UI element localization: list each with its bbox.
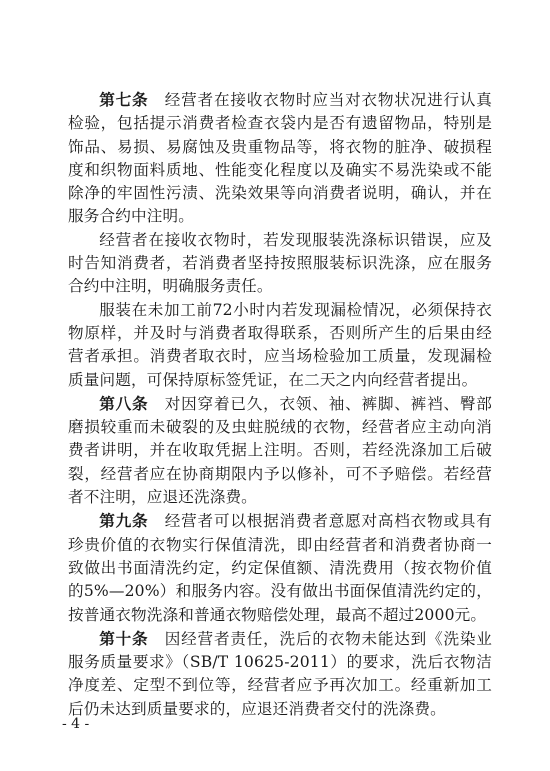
article-10-paragraph — [68, 627, 492, 721]
article-label: 第九条 — [99, 511, 149, 531]
article-text: 服装在未加工前72小时内若发现漏检情况，必须保持衣物原样，并及时与消费者取得联系，否则所产生的后果由经营者承担。消费者取衣时，应当场检验加工质量，发现漏检质量问题，可保持原标签凭证，在二天之内向经营者提出。 — [68, 300, 492, 389]
article-text: 经营者在接收衣物时应当对衣物状况进行认真检验，包括提示消费者检查衣袋内是否有遗留物品，特别是饰品、易损、易腐蚀及贵重物品等，将衣物的脏净、破损程度和织物面料质地、性能变化程度以及确实不易洗染或不能除净的牢固性污渍、洗染效果等向消费者说明，确认，并在服务合约中注明。 — [68, 91, 492, 226]
article-9-paragraph — [68, 509, 492, 626]
article-text: 因经营者责任，洗后的衣物未能达到《洗染业服务质量要求》（SB/T 10625-2011）的要求，洗后衣物洁净度差、定型不到位等，经营者应予再次加工。经重新加工后仍未达到质量要求的，应退还消费者交付的洗涤费。 — [68, 629, 492, 718]
article-text: 经营者可以根据消费者意愿对高档衣物或具有珍贵价值的衣物实行保值清洗，即由经营者和消费者协商一致做出书面清洗约定，约定保值额、清洗费用（按衣物价值的5%—20%）和服务内容。没有做出书面保值清洗约定的，按普通衣物洗涤和普通衣物赔偿处理，最高不超过2000元。 — [68, 512, 492, 624]
article-7-paragraph — [68, 88, 492, 229]
article-text: 对因穿着已久，衣领、袖、裤脚、裤裆、臀部磨损较重而未破裂的及虫蛀脱绒的衣物，经营者应主动向消费者讲明，并在收取凭据上注明。否则，若经洗涤加工后破裂，经营者应在协商期限内予以修补，可不予赔偿。若经营者不注明，应退还洗涤费。 — [68, 394, 492, 507]
article-8-paragraph — [68, 392, 492, 509]
article-label: 第十条 — [99, 628, 149, 648]
article-label: 第八条 — [99, 393, 149, 413]
article-7-paragraph-3 — [68, 299, 492, 392]
article-label: 第七条 — [99, 90, 149, 109]
article-text: 经营者在接收衣物时，若发现服装洗涤标识错误，应及时告知消费者，若消费者坚持按照服装标识洗涤，应在服务合约中注明，明确服务责任。 — [68, 230, 492, 296]
article-7-paragraph-2 — [68, 229, 492, 299]
document-body — [68, 88, 492, 721]
page-number: - 4 - — [62, 716, 90, 732]
